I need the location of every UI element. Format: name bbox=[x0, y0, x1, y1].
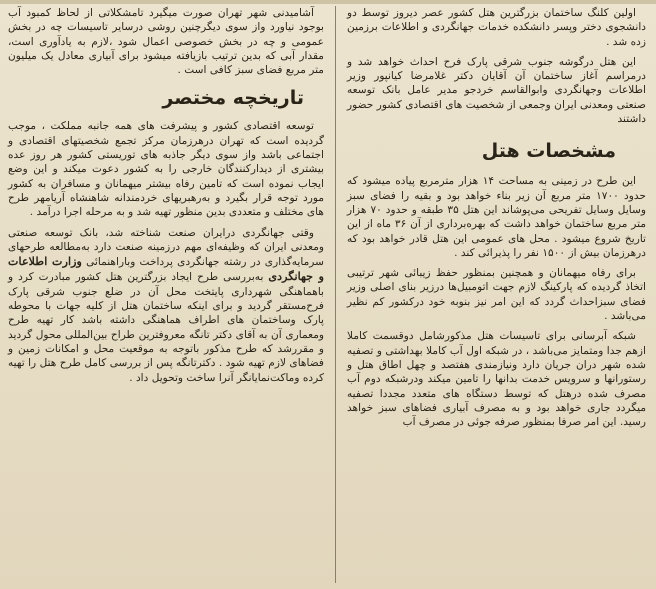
article-paragraph-1: اولین کلنگ ساختمان بزرگترین هتل کشور عصر دیروز توسط دو دانشجوی دختر وپسر دانشکده خدمات جهانگردی و اطلاعات برزمین زده شد . bbox=[347, 7, 646, 48]
left-column bbox=[6, 6, 328, 589]
ministry-name-bold: وزارت اطلاعات و جهانگردی bbox=[8, 254, 325, 284]
article-paragraph-5: شبکه آبرسانی برای تاسیسات هتل مذکورشامل دوقسمت کاملا ازهم جدا ومتمایز می‌باشد ، در شبکه اول آب کاملا بهداشتی و تصفیه شده شهر دران جریان دارد ونیازمندی هفتصد و چهل اطاق هتل و رستورانها و سرویس خدمت بدانها را تامین میکند ودرشبکه دوم آب مصرف شده درهتل که توسط دستگاه های متعدد مجددا تصفیه میگردد جاری خواهد بود و به مصرف آبیاری فضاهای سبز خواهد رسید. این امر صرفا بمنظور صرفه جوئی در مصرف آب bbox=[347, 330, 646, 429]
article-paragraph-4: برای رفاه میهمانان و همچنین بمنظور حفظ زیبائی شهر ترتیبی اتخاذ گردیده که پارکینگ لازم جهت اتومبیل‌ها درزیر بنای اصلی وزیر فضای سبزاحداث گردد که این امر نیز بنوبه خود درکشور کم نظیر می‌باشد . bbox=[347, 267, 646, 323]
section-heading-hotel-specs: مشخصات هتل bbox=[481, 140, 616, 163]
article-paragraph-6: آشامیدنی شهر تهران صورت میگیرد تامشکلاتی از لحاظ کمبود آب بوجود نیاورد واز سوی دیگرچنین روشی درسایر تاسیسات چه در بخش عمومی و چه در بخش خصوصی اعمال شود ،لازم به یادآوری است، مقدار آبی که بدین ترتیب بازیافته میشود برای آبیاری معادل یک میلیون متر مربع فضای سبز کافی است . bbox=[8, 7, 324, 77]
article-paragraph-3: این طرح در زمینی به مساحت ۱۴ هزار مترمربع پیاده میشود که حدود ۱۷۰۰ متر مربع آن زیر بناء خواهد بود و بقیه را فضای سبز وسایل وسایل تفریحی می‌پوشاند این هتل ۳۵ طبقه و حدود ۷۰ هزار متر مربع ساختمان خواهد داشت که بهره‌برداری از آن ۳۶ ماه از این تاریخ شروع میشود . محل های عمومی این هتل قادر خواهد بود که درهرزمان بیش از ۱۵۰۰ نفر را پذیرائی کند . bbox=[347, 175, 646, 259]
article-paragraph-8-text: وقتی جهانگردی درایران صنعت شناخته شد، بانک توسعه صنعتی ومعدنی ایران که وظیفه‌ای مهم درزمینه صنعت دارد به‌مطالعه طرحهای سرمایه‌گذاری در رشته جهانگردی پرداخت وباراهنمائی bbox=[8, 226, 324, 269]
top-border bbox=[0, 0, 656, 4]
article-paragraph-8-tail: به‌بررسی طرح ایجاد بزرگترین هتل کشور مبادرت کرد و باهماهنگی شهرداری پایتخت محل آن در ضلع جنوب شرقی پارک فرح‌مستقر گردید و برای اینکه ساختمان هتل از کلیه جهات با محوطه پارک وساختمان های اطراف هماهنگی داشته باشد کار تهیه طرح ومعماری آن به آقای دکتر تانگه معروفترین طراح بین‌المللی محول گردید و مقررشد که طرح مذکور باتوجه به موقعیت محل و امکانات زمین و فضاهای لازم تهیه شود . دکترتانگه پس از بررسی کامل طرح هتل را تهیه کرده وماکت‌نمایانگر آنرا ساخت وتحویل داد . bbox=[8, 271, 324, 384]
article-paragraph-7: توسعه اقتصادی کشور و پیشرفت های همه جانبه مملکت ، موجب گردیده است که تهران درهرزمان مرکز تجمع شخصیتهای اقتصادی و اجتماعی باشد واز سوی دیگر جاذبه های توریستی کشور هر روز عده بیشتری از دیدارکنندگان خارجی را به کشور دعوت میکند و این وضع ایجاب نموده است که تامین رفاه بیشتر میهمانان و مسافران به کشور مورد توجه قرار بگیرد و به‌رهبریهای خردمندانه شاهنشاه آریامهر طرح های مختلف و متعددی بدین منظور تهیه شد و به مرحله اجرا درآمد . bbox=[8, 120, 324, 219]
article-paragraph-2: این هتل درگوشه جنوب شرقی پارک فرح احداث خواهد شد و درمراسم آغاز ساختمان آن آقایان دکتر غلامرضا کیانپور وزیر اطلاعات وجهانگردی وابوالقاسم خردجو مدیر عامل بانک توسعه صنعتی ومعدنی ایران وجمعی از شخصیت های اقتصادی کشور حضور داشتند bbox=[347, 55, 646, 126]
column-divider bbox=[335, 6, 336, 583]
section-heading-brief-history: تاریخچه مختصر bbox=[162, 87, 304, 110]
right-column bbox=[343, 6, 648, 589]
article-paragraph-8 bbox=[8, 226, 324, 385]
